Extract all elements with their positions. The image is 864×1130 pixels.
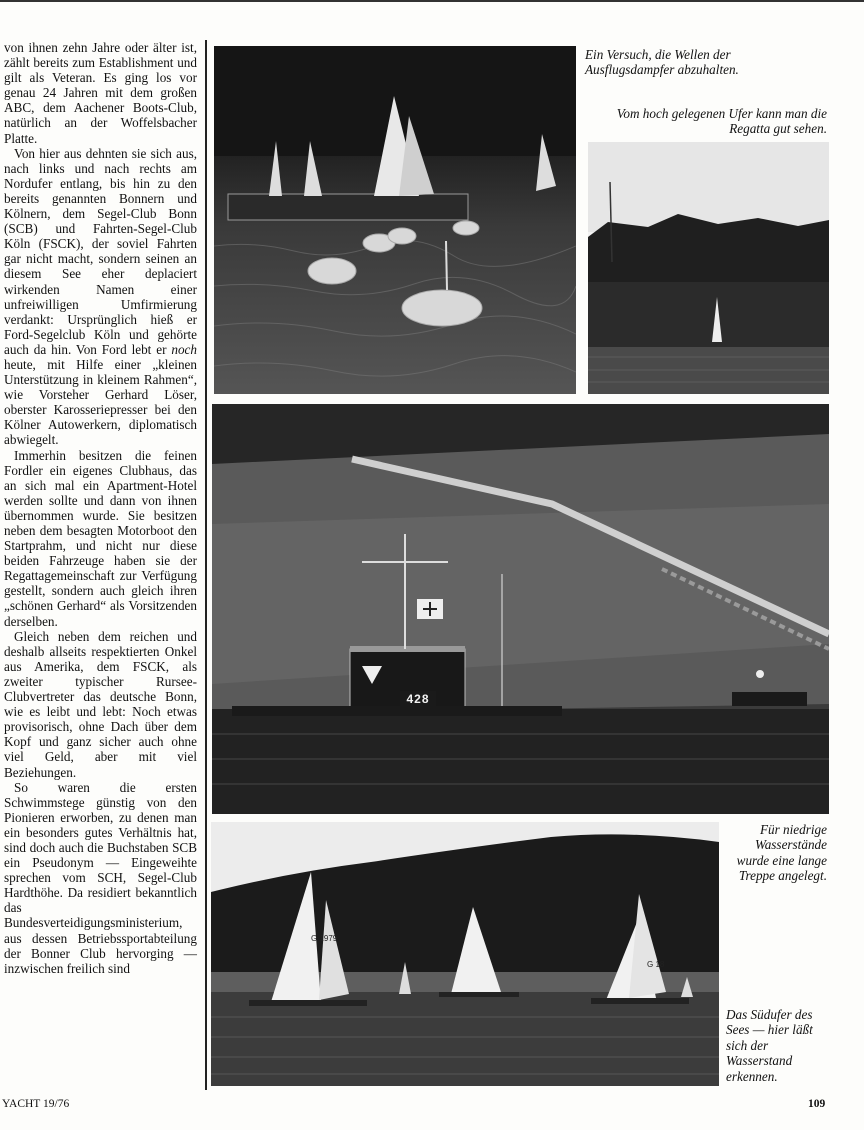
article-text-column (4, 40, 197, 976)
photo-regatta-south-shore (211, 822, 719, 1086)
article-paragraph: So waren die ersten Schwimmstege günstig von den Pionieren erworben, zu denen man ein besonders gutes Verhältnis hat, sind doch auch die Buchstaben SCB ein Pseudonym — Eingeweihte sprechen vom SCH, Segel-Club Hardthöhe. Da residiert bekanntlich das Bundesverteidigungsministerium, aus dessen Betriebssportabteilung der Bonner Club hervorging — inzwischen freilich sind (4, 779, 197, 976)
article-paragraph: von ihnen zehn Jahre oder älter ist, zählt bereits zum Establishment und gilt als Veteran. Es ging los vor genau 24 Jahren mit dem großen ABC, dem Aachener Boots-Club, natürlich an der Woffelsbacher Platte. (4, 40, 197, 146)
photo-start-boat-stairs (212, 404, 829, 814)
article-paragraph: Von hier aus dehnten sie sich aus, nach links und nach rechts am Nordufer entlang, bis hin zu den bereits genannten Bonnern und Kölnern, dem Segel-Club Bonn (SCB) und Fahrten-Segel-Club Köln (FSCK), der soviel Fahrten gar nicht macht, sondern seinen an diesem See eher deplaciert wirkenden Namen einer unfreiwilligen Umfirmierung verdankt: Ursprünglich hieß er Ford-Segelclub Köln und gehörte auch da hin. Von Ford lebt er noch heute, mit Hilfe einer „kleinen Unterstützung in kleinem Rahmen“, wie Vorsteher Gerhard Löser, oberster Karosseriepresser bei den Kölner Autowerkern, diplomatisch abwiegelt. (4, 145, 197, 448)
caption-south-shore: Das Südufer des Sees — hier läßt sich der Wasserstand erkennen. (726, 1007, 813, 1084)
caption-wave-breakers: Ein Versuch, die Wellen der Ausflugsdampfer abzuhalten. (585, 47, 739, 78)
photo-wave-breakers (214, 46, 576, 394)
footer-page-number: 109 (808, 1098, 826, 1110)
article-paragraph: Immerhin besitzen die feinen Fordler ein eigenes Clubhaus, das an sich mal ein Apartment-Hotel werden sollte und dann von ihnen übernommen wurde. Sie besitzen neben dem besagten Motorboot den Startprahm, und nicht nur diese beiden Fahrzeuge haben sie der Regattagemeinschaft zur Verfügung gestellt, sondern auch gleich ihren „schönen Gerhard“ als Vorsitzenden derselben. (4, 447, 197, 629)
page-top-rule (0, 0, 864, 2)
caption-stairs: Für niedrige Wasserstände wurde eine lange Treppe angelegt. (736, 822, 827, 884)
caption-shore-view: Vom hoch gelegenen Ufer kann man die Regatta gut sehen. (616, 106, 827, 137)
footer-magazine: YACHT 19/76 (2, 1098, 70, 1110)
start-boat-number: 428 (400, 691, 436, 707)
photo-shore-view (588, 142, 829, 394)
sail-number-left: G 1979 (311, 934, 338, 943)
column-divider (205, 40, 207, 1090)
article-paragraph: Gleich neben dem reichen und deshalb allseits respektierten Onkel aus Amerika, dem FSCK, als zweiter typischer Rursee-Clubvertreter das deutsche Bonn, wie es leibt und lebt: Noch etwas provisorisch, ohne Dach über dem Kopf und ganz sicher auch ohne viel Geld, aber mit viel Beziehungen. (4, 628, 197, 780)
sail-number-right: G 18 (647, 960, 665, 969)
